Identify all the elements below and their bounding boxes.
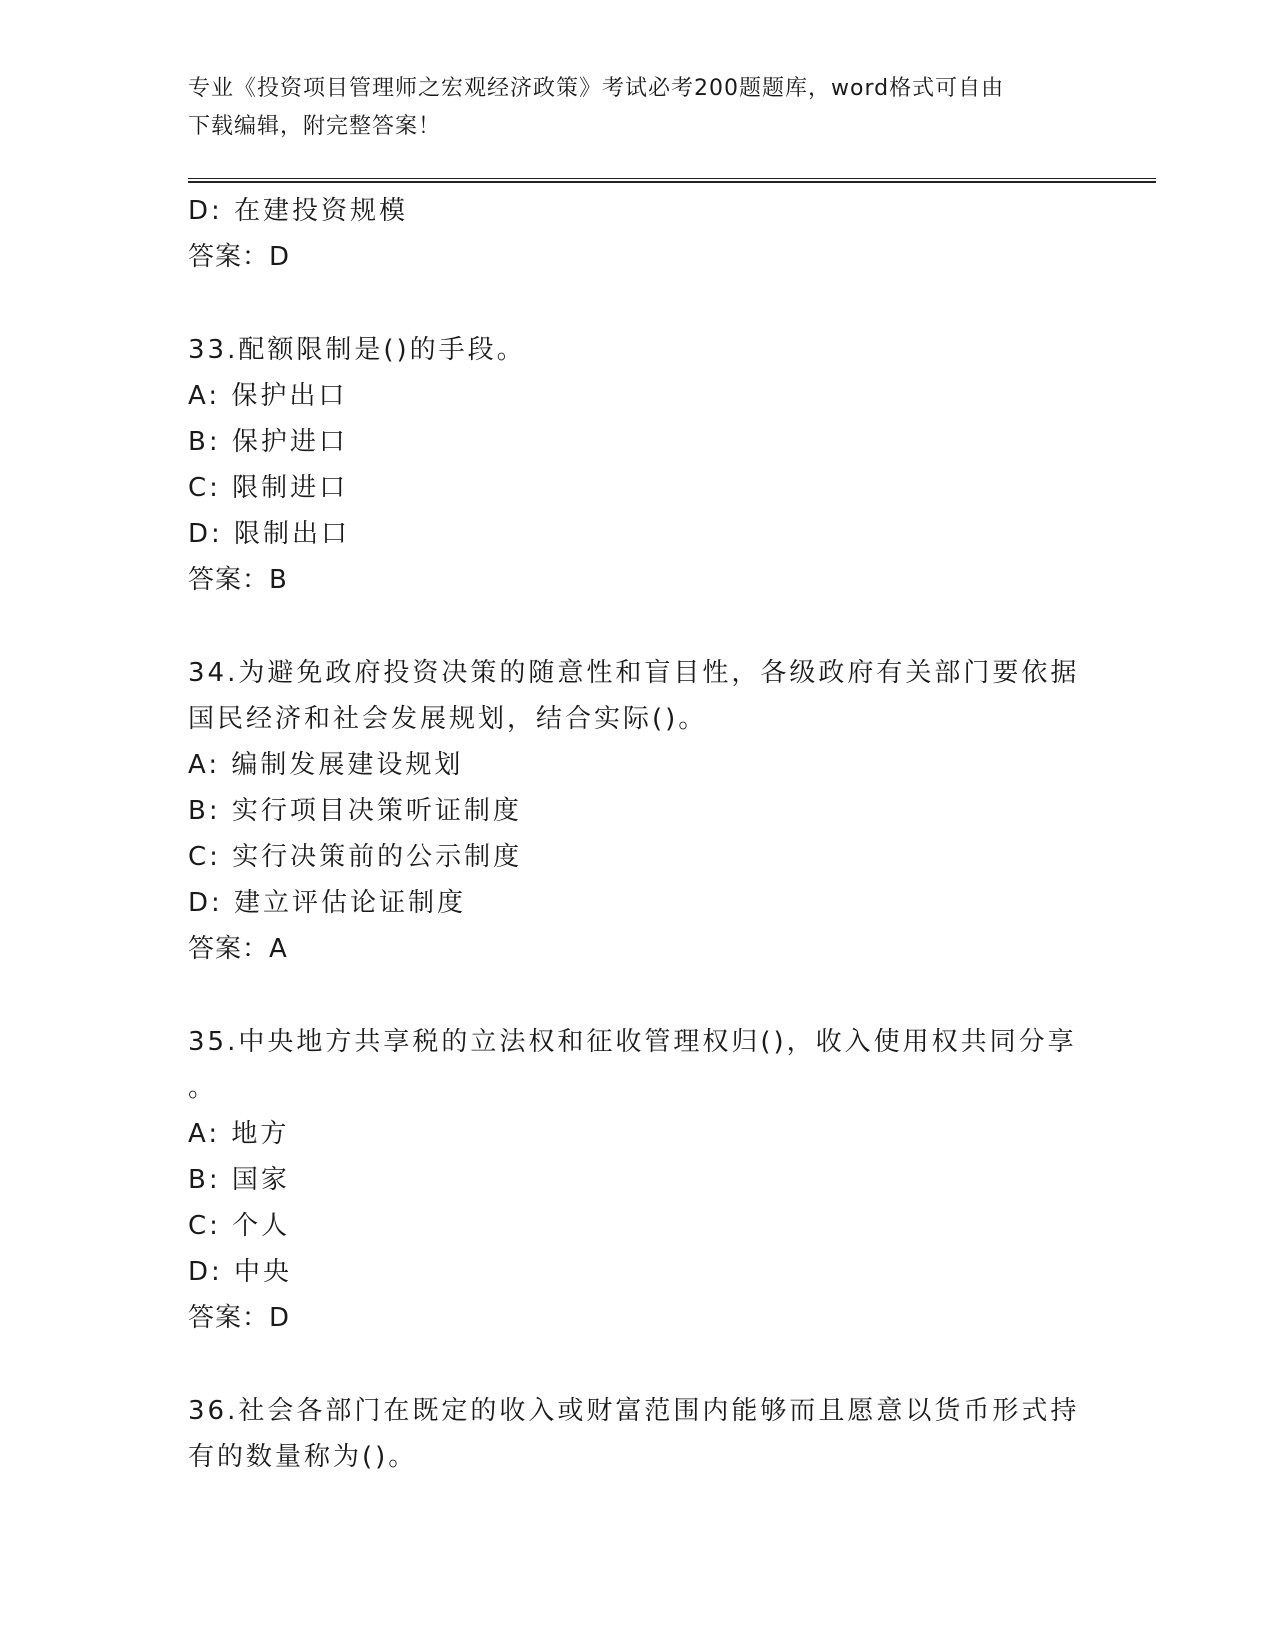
question-body xyxy=(188,188,1088,1480)
option-d: D: 中央 xyxy=(188,1257,293,1287)
answer-line: 答案：D xyxy=(188,242,291,272)
answer-line: 答案：B xyxy=(188,565,288,595)
question-stem: 36.社会各部门在既定的收入或财富范围内能够而且愿意以货币形式持 xyxy=(188,1396,1080,1426)
option-b: B: 实行项目决策听证制度 xyxy=(188,796,522,826)
header-divider-thin xyxy=(188,178,1156,179)
question-stem: 34.为避免政府投资决策的随意性和盲目性，各级政府有关部门要依据 xyxy=(188,658,1080,688)
header-divider-thick xyxy=(188,181,1156,183)
question-34 xyxy=(188,650,1088,972)
option-a: A: 保护出口 xyxy=(188,381,348,411)
option-b: B: 保护进口 xyxy=(188,427,348,457)
header-line-2: 下载编辑，附完整答案！ xyxy=(188,114,442,139)
option-c: C: 实行决策前的公示制度 xyxy=(188,842,523,872)
option-b: B: 国家 xyxy=(188,1165,290,1195)
option-c: C: 限制进口 xyxy=(188,473,349,503)
header-line-1: 专业《投资项目管理师之宏观经济政策》考试必考200题题库，word格式可自由 xyxy=(188,76,1005,101)
question-stem-cont: 国民经济和社会发展规划，结合实际()。 xyxy=(188,704,708,734)
answer-line: 答案：D xyxy=(188,1303,291,1333)
question-stem: 35.中央地方共享税的立法权和征收管理权归()，收入使用权共同分享 xyxy=(188,1027,1077,1057)
answer-line: 答案：A xyxy=(188,934,288,964)
prev-question-block xyxy=(188,188,1088,280)
option-c: C: 个人 xyxy=(188,1211,291,1241)
question-36 xyxy=(188,1388,1088,1480)
option-a: A: 地方 xyxy=(188,1119,290,1149)
question-35 xyxy=(188,1019,1088,1341)
option-d: D: 建立评估论证制度 xyxy=(188,888,467,918)
question-stem: 33.配额限制是()的手段。 xyxy=(188,335,526,365)
question-stem-cont: 。 xyxy=(188,1073,218,1103)
option-d: D: 在建投资规模 xyxy=(188,196,409,226)
option-a: A: 编制发展建设规划 xyxy=(188,750,464,780)
option-d: D: 限制出口 xyxy=(188,519,351,549)
page-header xyxy=(188,70,1088,146)
question-stem-cont: 有的数量称为()。 xyxy=(188,1442,418,1472)
question-33 xyxy=(188,327,1088,603)
